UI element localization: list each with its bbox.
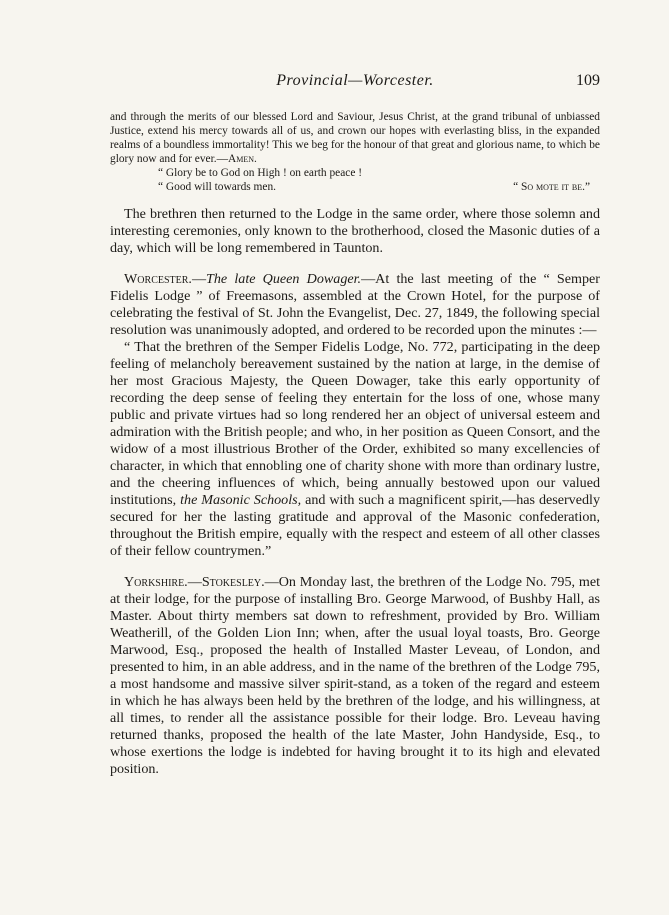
verse-response: “ So mote it be.” [513,181,590,193]
prayer-text: and through the merits of our blessed Lord and Saviour, Jesus Christ, at the grand tribunal of unbiassed Justice, extend his mercy towards all of us, and crown our hopes with everlasting bliss, in the expanded realms of a boundless immortality! This we beg for the honour of that great and glorious name, to which be glory now and for ever.— [110,111,600,165]
worcester-subject: The late Queen Dowager. [206,271,362,287]
verse-line-1: “ Glory be to God on High ! on earth peace ! [158,167,363,179]
stokesley-heading: Stokesley. [201,574,265,590]
taunton-paragraph: The brethren then returned to the Lodge in the same order, where those solemn and interesting ceremonies, only known to the brotherhood, closed the Masonic duties of a day, which will be long remembered in Taunton. [110,206,600,256]
yorkshire-heading: Yorkshire. [124,574,188,590]
page-number: 109 [576,72,600,89]
yorkshire-paragraph [110,574,600,778]
resolution-text-b: and with such a magnificent spirit,—has deservedly secured for her the lasting gratitude and approval of the Masonic confederation, throughout the British empire, equally with the respect and esteem of all other classes of their fellow countrymen.” [110,492,600,559]
worcester-heading: Worcester. [124,271,192,287]
worcester-dash: — [191,271,207,287]
page-header [110,72,600,94]
verse-line-2-text: “ Good will towards men. [158,181,276,193]
verse-line-2 [110,180,600,194]
resolution-text-a: “ That the brethren of the Semper Fidelis Lodge, No. 772, participating in the deep feeling of melancholy bereavement sustained by the nation at large, in the demise of her most Gracious Majesty, the Queen Dowager, take this early opportunity of recording the deep sense of feeling they entertain for the loss of one, whose many public and private virtues had so long rendered her an object of universal esteem and admiration with the British people; and who, in her position as Queen Consort, and the widow of a most illustrious Brother of the Order, exhibited so many excellencies of character, in which that ennobling one of charity shone with more than ordinary lustre, and the cheering influences of which, being annually bestowed upon our valued institutions, [110,339,600,508]
page-body [110,110,600,778]
resolution-paragraph [110,339,600,560]
prayer-paragraph [110,110,600,166]
yorkshire-sep: — [187,574,202,590]
yorkshire-text: —On Monday last, the brethren of the Lodge No. 795, met at their lodge, for the purpose of installing Bro. George Marwood, of Bushby Hall, as Master. About thirty members sat down to refreshment, provided by Bro. William Weatherill, of the Golden Lion Inn; when, after the usual loyal toasts, Bro. George Marwood, Esq., proposed the health of Installed Master Leveau, of London, and presented to him, in an able address, and in the name of the brethren of the Lodge 795, a most handsome and massive silver spirit-stand, as a token of the regard and esteem in which he has always been held by the brethren of the lodge, and his willingness, at all times, to render all the assistance possible for their lodge. Bro. Leveau having returned thanks, proposed the health of the late Master, John Handyside, Esq., to whose exertions the lodge is indebted for having brought it to its high and elevated position. [110,574,600,777]
amen-word: Amen. [228,153,257,165]
worcester-intro: —At the last meeting of the “ Semper Fidelis Lodge ” of Freemasons, assembled at the Crown Hotel, for the purpose of celebrating the festival of St. John the Evangelist, Dec. 27, 1849, the following special resolution was unanimously adopted, and ordered to be recorded upon the minutes :— [110,271,600,338]
worcester-paragraph [110,271,600,339]
masonic-schools: the Masonic Schools, [180,492,302,508]
running-title: Provincial—Worcester. [276,72,434,89]
